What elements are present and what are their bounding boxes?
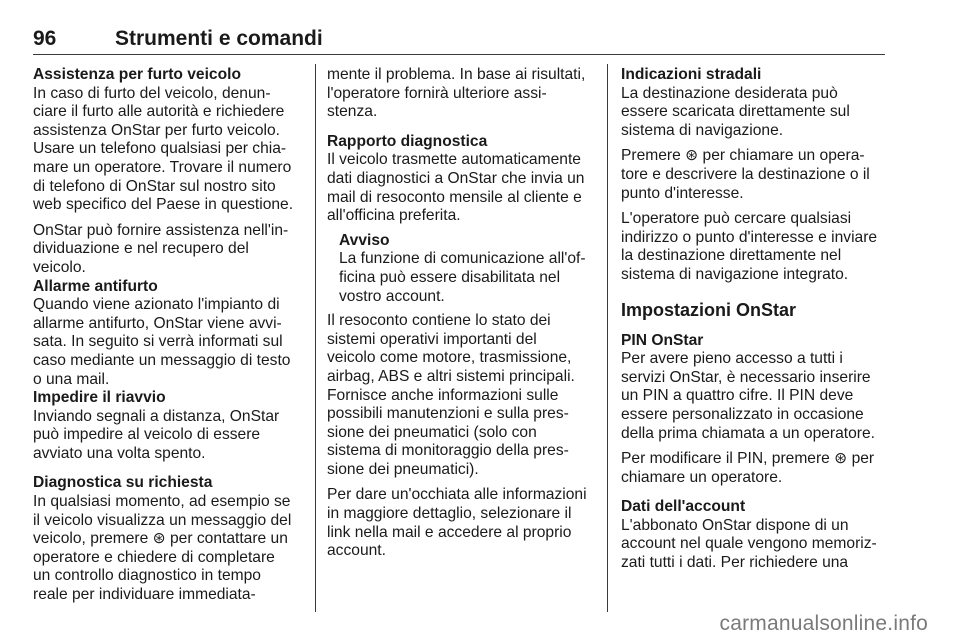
watermark: carmanualsonline.info xyxy=(719,612,928,635)
text-line: mail di resoconto mensile al cliente e xyxy=(327,188,582,206)
text-line: sione dei pneumatici). xyxy=(327,460,479,478)
text-line: sistema di navigazione. xyxy=(621,121,784,139)
heading-theft-assistance: Assistenza per furto veicolo xyxy=(33,66,241,83)
text-line: Usare un telefono qualsiasi per chia- xyxy=(33,140,287,158)
text-line: Il veicolo trasmette automaticamente xyxy=(327,151,581,169)
heading-diagnostic-report: Rapporto diagnostica xyxy=(327,132,488,150)
text-line: indirizzo o punto d'interesse e inviare xyxy=(621,228,878,246)
text-line: L'operatore può cercare qualsiasi xyxy=(621,210,852,228)
text-line: account nel quale vengono memoriz- xyxy=(621,535,877,553)
header-divider xyxy=(33,54,885,55)
column-divider-1 xyxy=(315,64,316,612)
text-line: veicolo. xyxy=(33,258,86,276)
text-line: un PIN a quattro cifre. Il PIN deve xyxy=(621,387,854,405)
paragraph-theft-assistance xyxy=(33,85,305,215)
text-line: avviato una volta spento. xyxy=(33,444,206,462)
text-line: Fornisce anche informazioni sulle xyxy=(327,386,559,404)
column-3 xyxy=(621,66,889,573)
text-line: Per avere pieno accesso a tutti i xyxy=(621,350,843,368)
note-heading: Avviso xyxy=(339,231,390,249)
text-line: vostro account. xyxy=(339,287,445,305)
text-line: essere scaricata direttamente sul xyxy=(621,103,850,121)
paragraph-change-pin xyxy=(621,450,889,487)
paragraph-prevent-restart xyxy=(33,408,305,464)
text-line: la destinazione direttamente nel xyxy=(621,247,842,265)
text-line: tore e descrivere la destinazione o il xyxy=(621,165,870,183)
heading-account-data: Dati dell'account xyxy=(621,498,746,516)
heading-diagnostics-on-demand: Diagnostica su richiesta xyxy=(33,474,213,492)
paragraph-directions xyxy=(621,85,889,141)
text-line: stenza. xyxy=(327,103,378,121)
heading-antitheft-alarm: Allarme antifurto xyxy=(33,277,158,295)
text-line: sistema di monitoraggio della pres- xyxy=(327,442,569,460)
text-line: di telefono di OnStar sul nostro sito xyxy=(33,177,276,195)
paragraph-continued xyxy=(327,66,595,122)
note-text xyxy=(339,250,595,306)
text-line: chiamare un operatore. xyxy=(621,468,783,486)
page-title: Strumenti e comandi xyxy=(115,27,323,50)
text-line: Il resoconto contiene lo stato dei xyxy=(327,312,551,330)
text-line: web specifico del Paese in questione. xyxy=(33,196,294,214)
paragraph-diagnostics-on-demand xyxy=(33,493,305,605)
paragraph-directions-call xyxy=(621,147,889,203)
text-line: essere personalizzato in occasione xyxy=(621,405,864,423)
text-line: Inviando segnali a distanza, OnStar xyxy=(33,407,280,425)
text-line: assistenza OnStar per furto veicolo. xyxy=(33,121,281,139)
page-header xyxy=(33,26,885,54)
text-line: ficina può essere disabilitata nel xyxy=(339,268,561,286)
text-line: zati tutti i dati. Per richiedere una xyxy=(621,554,849,572)
text-line: sione dei pneumatici (solo con xyxy=(327,423,537,441)
text-line: mare un operatore. Trovare il numero xyxy=(33,158,292,176)
text-line: link nella mail e accedere al proprio xyxy=(327,523,572,541)
text-line: airbag, ABS e altri sistemi principali. xyxy=(327,367,575,385)
column-divider-2 xyxy=(607,64,608,612)
text-line: Per dare un'occhiata alle informazioni xyxy=(327,486,587,504)
paragraph-diagnostic-report xyxy=(327,151,595,225)
text-line: l'operatore fornirà ulteriore assi- xyxy=(327,84,547,102)
column-2 xyxy=(327,66,595,561)
text-line: OnStar può fornire assistenza nell'in- xyxy=(33,221,289,239)
text-line: mente il problema. In base ai risultati, xyxy=(327,66,586,83)
text-line: in maggiore dettaglio, selezionare il xyxy=(327,505,572,523)
text-line: sistemi operativi importanti del xyxy=(327,330,537,348)
text-line: sata. In seguito si verrà informati sul xyxy=(33,333,283,351)
heading-directions: Indicazioni stradali xyxy=(621,66,762,83)
page-number: 96 xyxy=(33,27,57,50)
text-line: reale per individuare immediata- xyxy=(33,586,256,604)
text-line: un controllo diagnostico in tempo xyxy=(33,567,261,585)
text-line: operatore e chiedere di completare xyxy=(33,548,275,566)
column-1 xyxy=(33,66,305,605)
heading-onstar-pin: PIN OnStar xyxy=(621,331,704,349)
section-title-onstar-settings: Impostazioni OnStar xyxy=(621,299,797,320)
text-line: veicolo come motore, trasmissione, xyxy=(327,349,572,367)
paragraph-report-link xyxy=(327,486,595,560)
text-line: sistema di navigazione integrato. xyxy=(621,265,849,283)
text-line: veicolo, premere ⊛ per contattare un xyxy=(33,530,288,548)
text-line: allarme antifurto, OnStar viene avvi- xyxy=(33,314,282,332)
paragraph-onstar-pin xyxy=(621,350,889,443)
text-line: possibili manutenzioni e sulla pres- xyxy=(327,405,569,423)
heading-prevent-restart: Impedire il riavvio xyxy=(33,389,166,407)
text-line: può impedire al veicolo di essere xyxy=(33,426,261,444)
paragraph-directions-operator xyxy=(621,210,889,284)
text-line: La funzione di comunicazione all'of- xyxy=(339,250,586,268)
paragraph-antitheft-alarm xyxy=(33,296,305,389)
text-line: o una mail. xyxy=(33,370,110,388)
text-line: dati diagnostici a OnStar che invia un xyxy=(327,169,585,187)
text-line: L'abbonato OnStar dispone di un xyxy=(621,516,849,534)
text-line: In caso di furto del veicolo, denun- xyxy=(33,84,271,102)
paragraph-account-data xyxy=(621,517,889,573)
paragraph-report-contents xyxy=(327,312,595,479)
text-line: all'officina preferita. xyxy=(327,207,461,225)
text-line: Quando viene azionato l'impianto di xyxy=(33,296,280,314)
text-line: dividuazione e nel recupero del xyxy=(33,240,249,258)
text-line: punto d'interesse. xyxy=(621,184,744,202)
text-line: account. xyxy=(327,542,386,560)
paragraph-theft-recovery xyxy=(33,222,305,278)
text-line: caso mediante un messaggio di testo xyxy=(33,351,291,369)
text-line: Premere ⊛ per chiamare un opera- xyxy=(621,147,865,165)
note-box xyxy=(339,232,595,306)
text-line: La destinazione desiderata può xyxy=(621,84,838,102)
text-line: Per modificare il PIN, premere ⊛ per xyxy=(621,450,875,468)
text-line: ciare il furto alle autorità e richiedere xyxy=(33,103,285,121)
text-line: della prima chiamata a un operatore. xyxy=(621,424,875,442)
text-line: servizi OnStar, è necessario inserire xyxy=(621,368,871,386)
text-line: il veicolo visualizza un messaggio del xyxy=(33,511,292,529)
text-line: In qualsiasi momento, ad esempio se xyxy=(33,493,291,511)
